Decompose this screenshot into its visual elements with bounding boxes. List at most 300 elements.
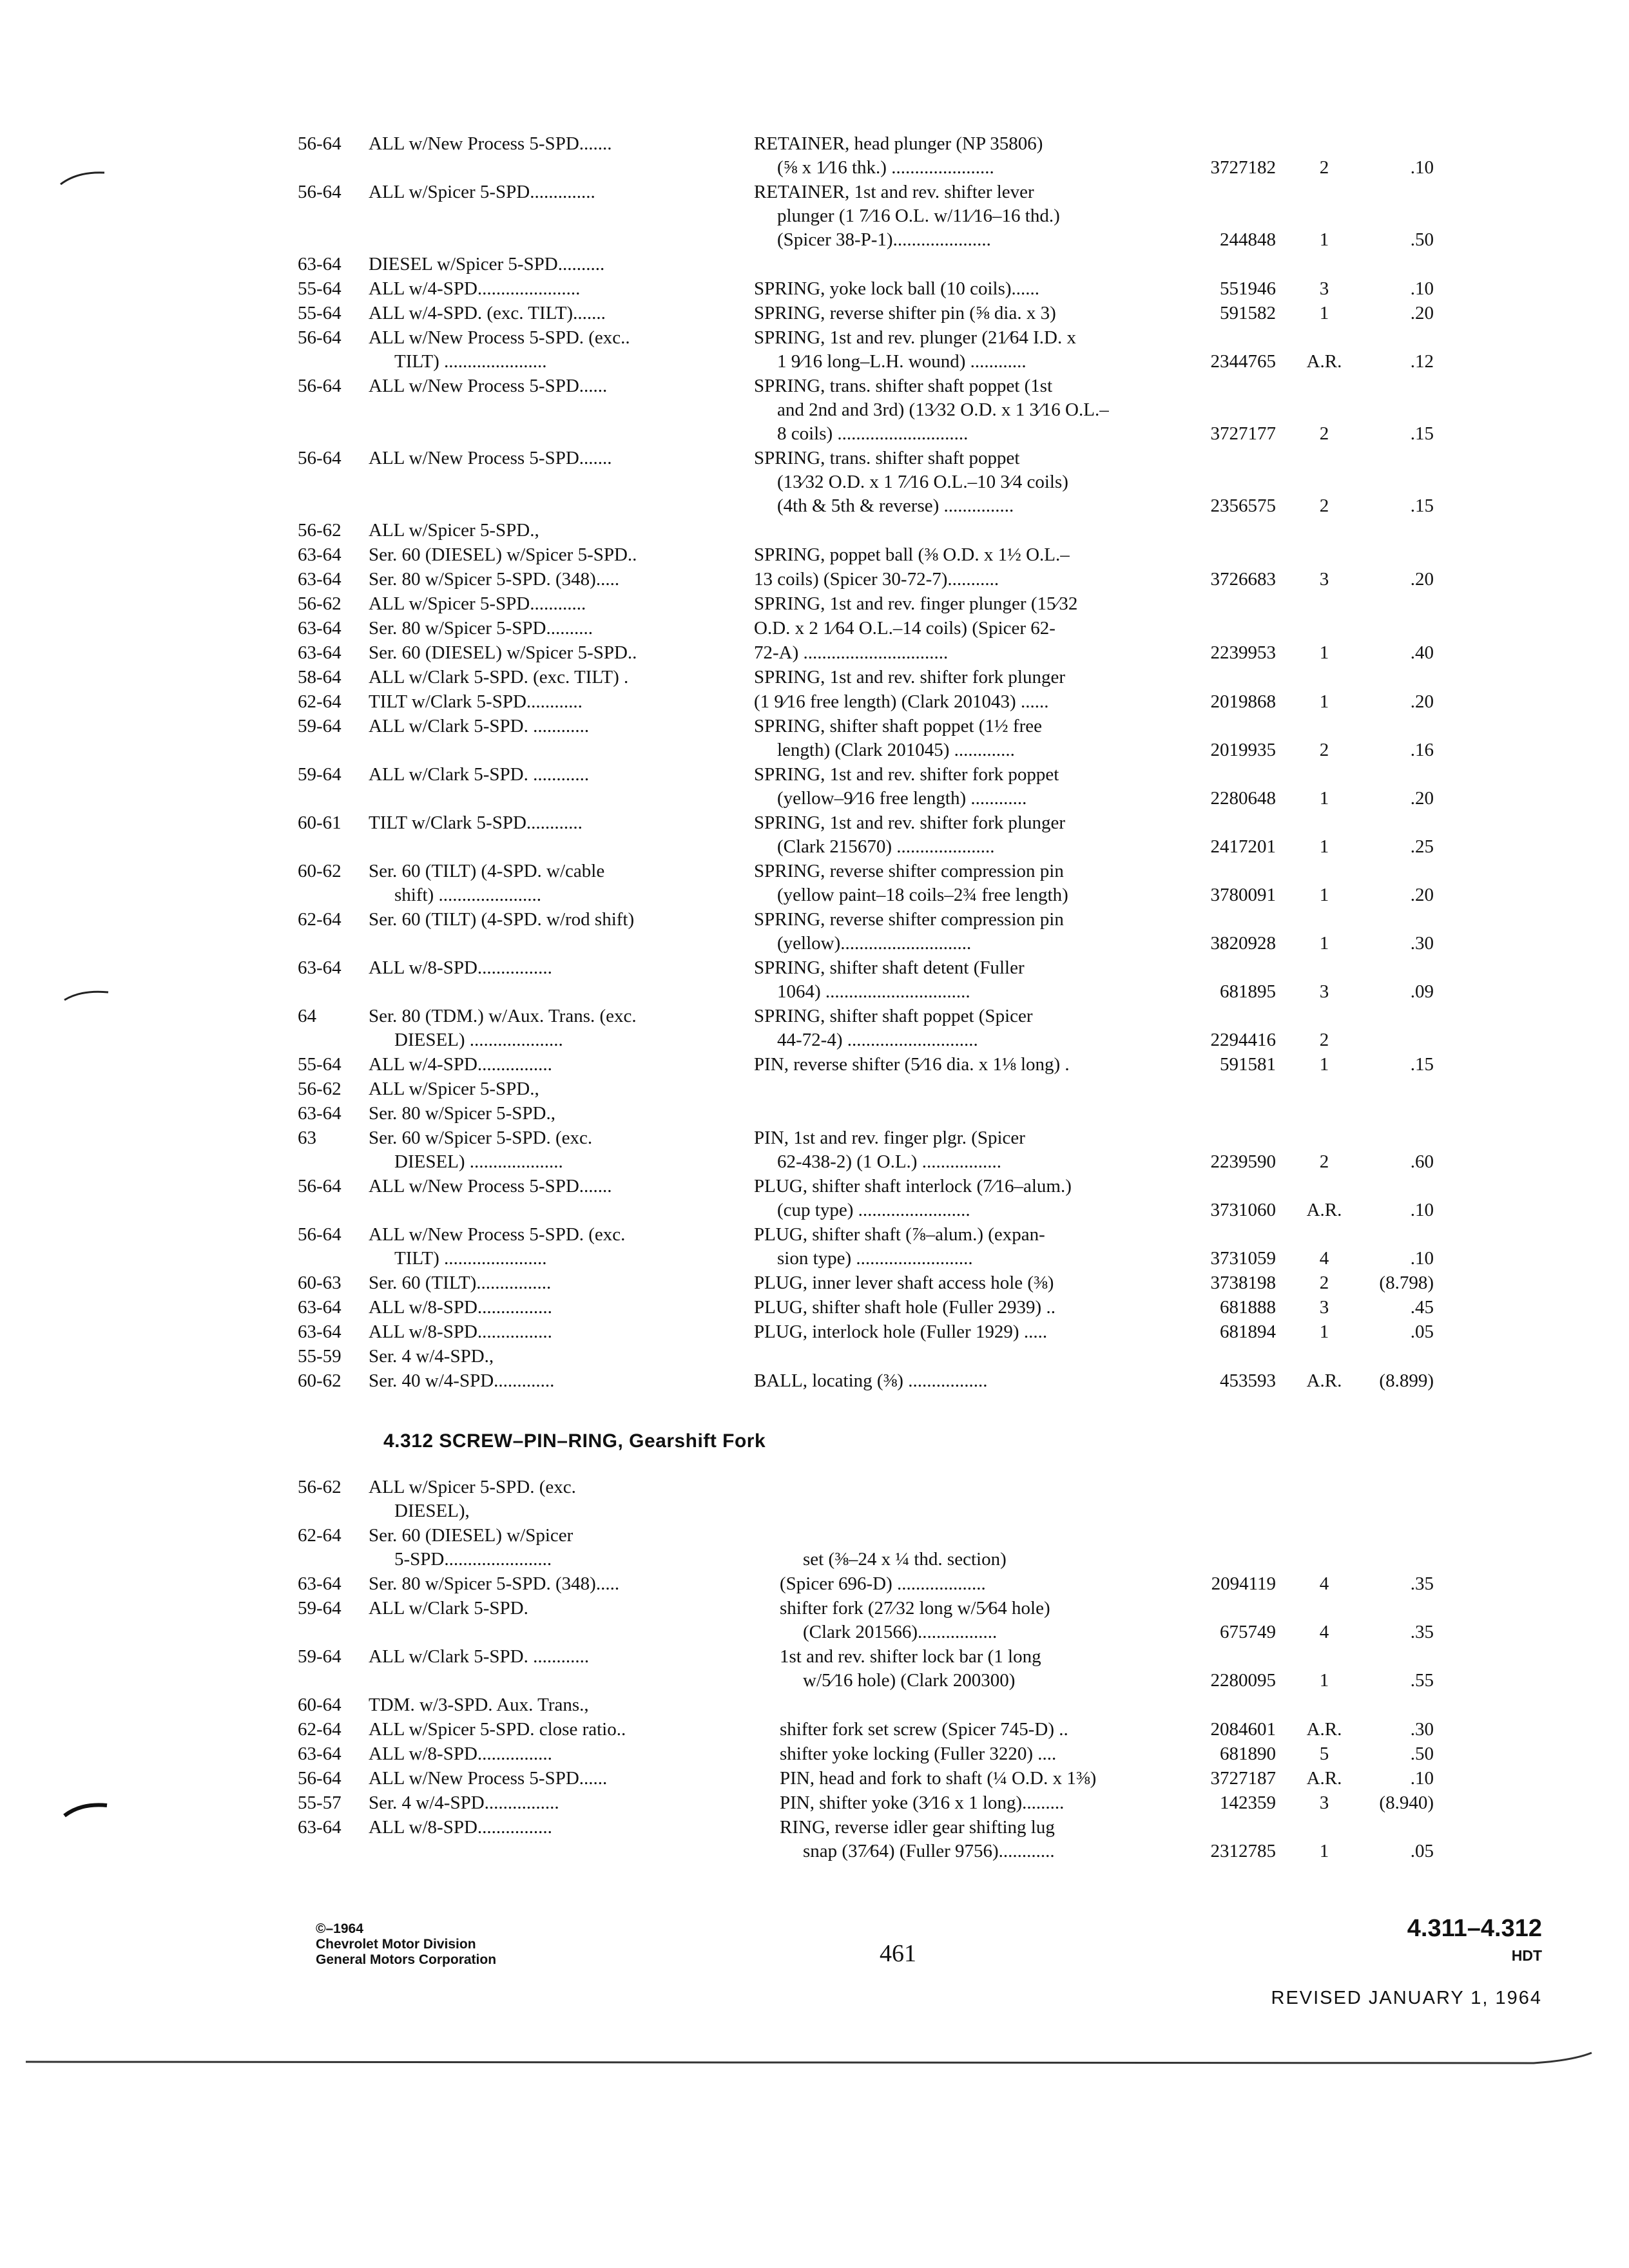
- section-code: HDT: [1511, 1947, 1542, 1964]
- application-line: 5-SPD.......................: [394, 1549, 552, 1570]
- description-cell: [754, 1175, 1179, 1222]
- application-cell: [369, 592, 729, 616]
- part-number: 675749: [1220, 1622, 1276, 1642]
- application-line: Ser. 80 w/Spicer 5-SPD. (348).....: [369, 1573, 620, 1594]
- parts-table-4-311: [0, 132, 1629, 1394]
- quantity: A.R.: [1306, 351, 1342, 372]
- part-number: 3731059: [1210, 1248, 1276, 1269]
- application-cell: [369, 1767, 729, 1791]
- application-cell: [369, 1223, 729, 1271]
- description-line: SPRING, shifter shaft poppet (1½ free: [754, 716, 1042, 736]
- application-cell: [369, 956, 729, 980]
- description-cell: [754, 1369, 1179, 1393]
- description-cell: [754, 860, 1179, 907]
- copyright-line: ©–1964: [316, 1921, 363, 1936]
- year-range: 56-64: [298, 448, 342, 468]
- application-line: TILT) ......................: [394, 351, 547, 372]
- application-line: ALL w/New Process 5-SPD......: [369, 1768, 608, 1789]
- application-cell: [369, 908, 729, 932]
- year-range: 56-64: [298, 376, 342, 396]
- description-cell: [754, 568, 1179, 591]
- description-line: RING, reverse idler gear shifting lug: [780, 1817, 1055, 1838]
- description-cell: [754, 956, 1179, 1004]
- description-cell: [754, 592, 1179, 616]
- description-cell: [754, 447, 1179, 518]
- application-line: ALL w/New Process 5-SPD.......: [369, 1176, 612, 1196]
- description-line: sion type) .........................: [777, 1248, 973, 1269]
- description-line: (⅝ x 1⁄16 thk.) ......................: [777, 157, 994, 178]
- bottom-rule: [0, 2048, 1598, 2075]
- description-cell: [754, 1223, 1179, 1271]
- quantity: 4: [1319, 1573, 1329, 1594]
- price: .10: [1410, 1200, 1434, 1220]
- part-number: 2312785: [1210, 1841, 1276, 1861]
- price: .16: [1410, 740, 1434, 760]
- application-line: TILT) ......................: [394, 1248, 547, 1269]
- description-cell: [754, 715, 1179, 762]
- year-range: 56-64: [298, 1768, 342, 1789]
- price: .15: [1410, 1054, 1434, 1075]
- application-line: DIESEL) ....................: [394, 1151, 563, 1172]
- table-row: [0, 447, 1629, 519]
- description-line: PIN, head and fork to shaft (¼ O.D. x 1⅜): [780, 1768, 1097, 1789]
- description-line: SPRING, shifter shaft detent (Fuller: [754, 957, 1025, 978]
- application-cell: [369, 1718, 729, 1742]
- year-range: 56-64: [298, 327, 342, 348]
- application-cell: [369, 568, 729, 591]
- description-line: SPRING, reverse shifter compression pin: [754, 909, 1064, 930]
- price: .50: [1410, 1744, 1434, 1764]
- year-range: 56-62: [298, 1477, 342, 1497]
- table-row: [0, 1126, 1629, 1175]
- description-line: RETAINER, 1st and rev. shifter lever: [754, 182, 1034, 202]
- application-cell: [369, 1572, 729, 1596]
- year-range: 63-64: [298, 569, 342, 590]
- description-line: (13⁄32 O.D. x 1 7⁄16 O.L.–10 3⁄4 coils): [777, 472, 1068, 492]
- description-cell: [754, 374, 1179, 446]
- table-row: [0, 666, 1629, 690]
- year-range: 60-62: [298, 861, 342, 881]
- application-line: ALL w/Spicer 5-SPD............: [369, 593, 586, 614]
- description-line: (yellow–9⁄16 free length) ............: [777, 788, 1027, 809]
- price: .30: [1410, 933, 1434, 954]
- application-line: TILT w/Clark 5-SPD............: [369, 691, 583, 712]
- description-line: w/5⁄16 hole) (Clark 200300): [803, 1670, 1016, 1691]
- description-line: SPRING, 1st and rev. shifter fork poppet: [754, 764, 1059, 785]
- application-cell: [369, 519, 729, 543]
- quantity: 2: [1319, 740, 1329, 760]
- year-range: 63-64: [298, 1103, 342, 1124]
- description-cell: [754, 690, 1179, 714]
- application-cell: [369, 326, 729, 374]
- part-number: 681888: [1220, 1297, 1276, 1318]
- year-range: 62-64: [298, 691, 342, 712]
- table-row: [0, 763, 1629, 811]
- application-cell: [369, 1102, 729, 1126]
- description-line: PLUG, shifter shaft (⅞–alum.) (expan-: [754, 1224, 1045, 1245]
- application-line: ALL w/New Process 5-SPD.......: [369, 133, 612, 154]
- description-line: 8 coils) ............................: [777, 423, 969, 444]
- table-row: [0, 1102, 1629, 1126]
- description-line: PIN, shifter yoke (3⁄16 x 1 long).........: [780, 1792, 1065, 1813]
- table-row: [0, 641, 1629, 666]
- table-row: [0, 956, 1629, 1004]
- application-line: ALL w/Clark 5-SPD. (exc. TILT) .: [369, 667, 629, 687]
- application-line: Ser. 60 (TILT) (4-SPD. w/cable: [369, 861, 605, 881]
- table-row: [0, 1053, 1629, 1077]
- part-number: 2019935: [1210, 740, 1276, 760]
- quantity: 1: [1319, 1054, 1329, 1075]
- description-line: PIN, reverse shifter (5⁄16 dia. x 1⅛ long) .: [754, 1054, 1070, 1075]
- year-range: 63-64: [298, 957, 342, 978]
- part-number: 3780091: [1210, 885, 1276, 905]
- application-cell: [369, 617, 729, 640]
- description-line: SPRING, reverse shifter pin (⅝ dia. x 3): [754, 303, 1056, 323]
- table-row: [0, 1693, 1629, 1718]
- quantity: 1: [1319, 1841, 1329, 1861]
- application-cell: [369, 1816, 729, 1840]
- application-cell: [369, 132, 729, 156]
- description-line: length) (Clark 201045) .............: [777, 740, 1015, 760]
- quantity: 3: [1319, 1297, 1329, 1318]
- application-line: ALL w/Spicer 5-SPD..............: [369, 182, 595, 202]
- price: .20: [1410, 569, 1434, 590]
- description-cell: [754, 180, 1179, 252]
- year-range: 60-61: [298, 812, 342, 833]
- price: .40: [1410, 642, 1434, 663]
- table-row: [0, 1175, 1629, 1223]
- application-cell: [369, 1791, 729, 1815]
- year-range: 62-64: [298, 909, 342, 930]
- quantity: 2: [1319, 1273, 1329, 1293]
- application-cell: [369, 1053, 729, 1077]
- description-line: 1064) ...............................: [777, 981, 970, 1002]
- description-line: SPRING, poppet ball (⅜ O.D. x 1½ O.L.–: [754, 544, 1070, 565]
- description-cell: [754, 617, 1179, 640]
- application-cell: [369, 715, 729, 738]
- application-line: ALL w/4-SPD................: [369, 1054, 552, 1075]
- page-number: 461: [880, 1940, 916, 1967]
- description-cell: [754, 763, 1179, 811]
- price: (8.899): [1379, 1370, 1434, 1391]
- description-line: set (⅜–24 x ¼ thd. section): [803, 1549, 1007, 1570]
- table-row: [0, 1345, 1629, 1369]
- part-number: 2239590: [1210, 1151, 1276, 1172]
- description-cell: [780, 1572, 1179, 1596]
- application-cell: [369, 811, 729, 835]
- description-cell: [780, 1718, 1179, 1742]
- description-line: (yellow)............................: [777, 933, 972, 954]
- description-line: O.D. x 2 1⁄64 O.L.–14 coils) (Spicer 62-: [754, 618, 1055, 639]
- description-cell: [754, 1053, 1179, 1077]
- part-number: 2239953: [1210, 642, 1276, 663]
- description-line: SPRING, trans. shifter shaft poppet (1st: [754, 376, 1053, 396]
- price: .30: [1410, 1719, 1434, 1740]
- quantity: 1: [1319, 836, 1329, 857]
- application-line: Ser. 60 (TILT) (4-SPD. w/rod shift): [369, 909, 635, 930]
- table-row: [0, 277, 1629, 302]
- footer-copyright-block: [316, 1921, 496, 1968]
- description-cell: [754, 1296, 1179, 1320]
- quantity: 2: [1319, 1030, 1329, 1050]
- year-range: 59-64: [298, 716, 342, 736]
- application-line: DIESEL) ....................: [394, 1030, 563, 1050]
- price: .20: [1410, 691, 1434, 712]
- price: .35: [1410, 1622, 1434, 1642]
- application-cell: [369, 763, 729, 787]
- application-line: Ser. 60 (DIESEL) w/Spicer 5-SPD..: [369, 544, 637, 565]
- description-cell: [754, 302, 1179, 325]
- price: (8.798): [1379, 1273, 1434, 1293]
- table-row: [0, 908, 1629, 956]
- application-line: Ser. 60 (DIESEL) w/Spicer: [369, 1525, 574, 1546]
- year-range: 55-64: [298, 1054, 342, 1075]
- price: .05: [1410, 1841, 1434, 1861]
- year-range: 56-64: [298, 133, 342, 154]
- application-cell: [369, 860, 729, 907]
- year-range: 55-57: [298, 1792, 342, 1813]
- quantity: 3: [1319, 278, 1329, 299]
- description-cell: [754, 277, 1179, 301]
- application-cell: [369, 1597, 729, 1620]
- table-row: [0, 617, 1629, 641]
- description-line: BALL, locating (⅜) .................: [754, 1370, 988, 1391]
- part-number: 3727187: [1210, 1768, 1276, 1789]
- description-cell: [754, 908, 1179, 956]
- application-cell: [369, 1475, 729, 1523]
- application-line: ALL w/Spicer 5-SPD. (exc.: [369, 1477, 576, 1497]
- description-cell: [780, 1742, 1179, 1766]
- application-line: TDM. w/3-SPD. Aux. Trans.,: [369, 1695, 589, 1715]
- price: .45: [1410, 1297, 1434, 1318]
- quantity: 3: [1319, 1792, 1329, 1813]
- year-range: 59-64: [298, 764, 342, 785]
- year-range: 63: [298, 1128, 316, 1148]
- description-line: SPRING, shifter shaft poppet (Spicer: [754, 1006, 1033, 1026]
- price: .25: [1410, 836, 1434, 857]
- part-number: 2344765: [1210, 351, 1276, 372]
- table-row: [0, 860, 1629, 908]
- quantity: 4: [1319, 1622, 1329, 1642]
- part-number: 3738198: [1210, 1273, 1276, 1293]
- description-line: SPRING, 1st and rev. shifter fork plunger: [754, 812, 1065, 833]
- application-line: Ser. 4 w/4-SPD................: [369, 1792, 559, 1813]
- quantity: 2: [1319, 495, 1329, 516]
- quantity: 3: [1319, 569, 1329, 590]
- table-row: [0, 253, 1629, 277]
- description-line: PLUG, shifter shaft interlock (7⁄16–alum.): [754, 1176, 1072, 1196]
- description-line: SPRING, 1st and rev. finger plunger (15⁄32: [754, 593, 1078, 614]
- application-line: ALL w/8-SPD................: [369, 1817, 552, 1838]
- application-line: ALL w/Clark 5-SPD. ............: [369, 764, 590, 785]
- table-row: [0, 715, 1629, 763]
- description-cell: [754, 326, 1179, 374]
- description-line: (Spicer 38-P-1).....................: [777, 229, 991, 250]
- quantity: A.R.: [1306, 1768, 1342, 1789]
- application-cell: [369, 277, 729, 301]
- part-number: 3820928: [1210, 933, 1276, 954]
- year-range: 62-64: [298, 1525, 342, 1546]
- part-number: 681895: [1220, 981, 1276, 1002]
- description-line: SPRING, 1st and rev. plunger (21⁄64 I.D. x: [754, 327, 1076, 348]
- application-line: ALL w/Spicer 5-SPD.,: [369, 1079, 539, 1099]
- part-number: 2356575: [1210, 495, 1276, 516]
- application-cell: [369, 1126, 729, 1174]
- description-line: 44-72-4) ............................: [777, 1030, 978, 1050]
- description-cell: [754, 1126, 1179, 1174]
- table-row: [0, 1597, 1629, 1645]
- year-range: 55-64: [298, 303, 342, 323]
- description-cell: [754, 543, 1179, 567]
- application-cell: [369, 1077, 729, 1101]
- description-cell: [780, 1597, 1179, 1644]
- application-line: ALL w/Clark 5-SPD. ............: [369, 1646, 590, 1667]
- application-cell: [369, 1296, 729, 1320]
- application-line: ALL w/New Process 5-SPD. (exc..: [369, 327, 630, 348]
- table-row: [0, 1077, 1629, 1102]
- application-line: Ser. 80 w/Spicer 5-SPD.,: [369, 1103, 555, 1124]
- table-row: [0, 1791, 1629, 1816]
- application-cell: [369, 1693, 729, 1717]
- table-row: [0, 592, 1629, 617]
- description-line: PLUG, shifter shaft hole (Fuller 2939) ..: [754, 1297, 1055, 1318]
- quantity: 1: [1319, 885, 1329, 905]
- price: .15: [1410, 495, 1434, 516]
- application-line: Ser. 60 w/Spicer 5-SPD. (exc.: [369, 1128, 593, 1148]
- corporation-line: General Motors Corporation: [316, 1952, 497, 1967]
- year-range: 60-64: [298, 1695, 342, 1715]
- part-number: 591581: [1220, 1054, 1276, 1075]
- description-line: shifter fork (27⁄32 long w/5⁄64 hole): [780, 1598, 1050, 1619]
- year-range: 62-64: [298, 1719, 342, 1740]
- year-range: 56-62: [298, 520, 342, 541]
- application-cell: [369, 1345, 729, 1369]
- part-number: 2094119: [1211, 1573, 1276, 1594]
- price: .50: [1410, 229, 1434, 250]
- description-line: 1st and rev. shifter lock bar (1 long: [780, 1646, 1041, 1667]
- quantity: 2: [1319, 157, 1329, 178]
- table-row: [0, 374, 1629, 447]
- part-number: 453593: [1220, 1370, 1276, 1391]
- description-line: 13 coils) (Spicer 30-72-7)...........: [754, 569, 999, 590]
- year-range: 63-64: [298, 1297, 342, 1318]
- description-line: (4th & 5th & reverse) ...............: [777, 495, 1014, 516]
- application-line: DIESEL),: [394, 1501, 470, 1521]
- part-number: 142359: [1220, 1792, 1276, 1813]
- price: .20: [1410, 303, 1434, 323]
- year-range: 55-64: [298, 278, 342, 299]
- table-row: [0, 180, 1629, 253]
- description-line: (yellow paint–18 coils–2¾ free length): [777, 885, 1068, 905]
- part-number: 2280648: [1210, 788, 1276, 809]
- part-number: 681894: [1220, 1321, 1276, 1342]
- description-line: RETAINER, head plunger (NP 35806): [754, 133, 1043, 154]
- quantity: 3: [1319, 981, 1329, 1002]
- section-range: 4.311–4.312: [1407, 1915, 1542, 1942]
- application-cell: [369, 180, 729, 204]
- table-row: [0, 326, 1629, 374]
- year-range: 63-64: [298, 1573, 342, 1594]
- application-line: ALL w/Spicer 5-SPD. close ratio..: [369, 1719, 626, 1740]
- quantity: A.R.: [1306, 1200, 1342, 1220]
- description-line: and 2nd and 3rd) (13⁄32 O.D. x 1 3⁄16 O.L.–: [777, 399, 1109, 420]
- part-number: 2084601: [1210, 1719, 1276, 1740]
- quantity: 1: [1319, 642, 1329, 663]
- price: .20: [1410, 788, 1434, 809]
- price: .10: [1410, 1768, 1434, 1789]
- year-range: 63-64: [298, 254, 342, 274]
- application-line: Ser. 60 (TILT)................: [369, 1273, 552, 1293]
- description-line: PIN, 1st and rev. finger plgr. (Spicer: [754, 1128, 1025, 1148]
- application-cell: [369, 1320, 729, 1344]
- price: .10: [1410, 278, 1434, 299]
- section-heading: 4.312 SCREW–PIN–RING, Gearshift Fork: [383, 1430, 766, 1452]
- description-line: (Clark 215670) .....................: [777, 836, 995, 857]
- application-line: TILT w/Clark 5-SPD............: [369, 812, 583, 833]
- application-cell: [369, 1369, 729, 1393]
- table-row: [0, 519, 1629, 543]
- year-range: 60-62: [298, 1370, 342, 1391]
- year-range: 64: [298, 1006, 316, 1026]
- year-range: 63-64: [298, 1817, 342, 1838]
- year-range: 55-59: [298, 1346, 342, 1367]
- revised-date: REVISED JANUARY 1, 1964: [1271, 1988, 1542, 2008]
- quantity: 4: [1319, 1248, 1329, 1269]
- table-row: [0, 302, 1629, 326]
- quantity: 2: [1319, 423, 1329, 444]
- table-row: [0, 1369, 1629, 1394]
- part-number: 591582: [1220, 303, 1276, 323]
- application-line: ALL w/New Process 5-SPD.......: [369, 448, 612, 468]
- price: .55: [1410, 1670, 1434, 1691]
- price: .60: [1410, 1151, 1434, 1172]
- parts-table-4-312: [0, 1475, 1629, 1864]
- application-line: ALL w/8-SPD................: [369, 1321, 552, 1342]
- description-line: 1 9⁄16 long–L.H. wound) ............: [777, 351, 1027, 372]
- part-number: 2417201: [1210, 836, 1276, 857]
- year-range: 58-64: [298, 667, 342, 687]
- application-line: ALL w/Clark 5-SPD.: [369, 1598, 528, 1619]
- application-line: ALL w/New Process 5-SPD......: [369, 376, 608, 396]
- description-cell: [754, 641, 1179, 665]
- table-row: [0, 568, 1629, 592]
- description-line: shifter yoke locking (Fuller 3220) ....: [780, 1744, 1057, 1764]
- application-cell: [369, 666, 729, 689]
- quantity: 1: [1319, 1670, 1329, 1691]
- table-row: [0, 132, 1629, 180]
- price: .05: [1410, 1321, 1434, 1342]
- application-line: Ser. 80 w/Spicer 5-SPD..........: [369, 618, 593, 639]
- application-line: ALL w/Clark 5-SPD. ............: [369, 716, 590, 736]
- application-line: Ser. 80 (TDM.) w/Aux. Trans. (exc.: [369, 1006, 637, 1026]
- table-row: [0, 1645, 1629, 1693]
- year-range: 56-62: [298, 1079, 342, 1099]
- description-line: 72-A) ...............................: [754, 642, 949, 663]
- description-line: PLUG, inner lever shaft access hole (⅜): [754, 1273, 1054, 1293]
- part-number: 3726683: [1210, 569, 1276, 590]
- part-number: 3731060: [1210, 1200, 1276, 1220]
- description-line: (cup type) ........................: [777, 1200, 970, 1220]
- price: .20: [1410, 885, 1434, 905]
- description-cell: [754, 1004, 1179, 1052]
- quantity: 5: [1319, 1744, 1329, 1764]
- table-row: [0, 1475, 1629, 1524]
- part-number: 2019868: [1210, 691, 1276, 712]
- quantity: 1: [1319, 1321, 1329, 1342]
- application-cell: [369, 253, 729, 276]
- table-row: [0, 543, 1629, 568]
- table-row: [0, 1572, 1629, 1597]
